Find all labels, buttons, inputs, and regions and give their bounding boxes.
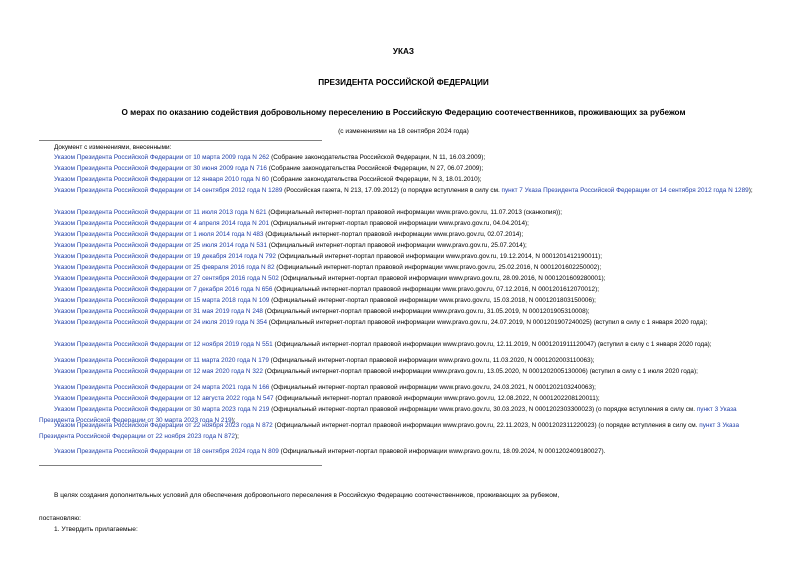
amendment-link[interactable]: Указом Президента Российской Федерации от 11 июля 2013 года N 621 — [54, 209, 267, 216]
amendment-item — [54, 446, 774, 457]
amendment-source: (Официальный интернет-портал правовой информации www.pravo.gov.ru, 18.09.2024, N 0001202409180027). — [278, 448, 606, 455]
amendment-item — [54, 382, 774, 393]
amendment-link[interactable]: Указом Президента Российской Федерации от 12 ноября 2019 года N 551 — [54, 341, 273, 348]
effective-date-link[interactable]: пункт 7 Указа Президента Российской Федерации от 14 сентября 2012 года N 1289 — [501, 187, 749, 194]
amendment-source: (Официальный интернет-портал правовой информации www.pravo.gov.ru, 22.11.2023, N 0001202311220023) (о порядке вступления в силу см. — [272, 422, 700, 429]
amendment-source: (Российская газета, N 213, 17.09.2012) (о порядке вступления в силу см. — [282, 187, 502, 194]
amendment-item — [39, 317, 772, 328]
amendment-link[interactable]: Указом Президента Российской Федерации от 27 сентября 2016 года N 502 — [54, 275, 279, 282]
amendment-item — [54, 174, 774, 185]
amendment-source: (Официальный интернет-портал правовой информации www.pravo.gov.ru, 02.07.2014); — [263, 231, 524, 238]
amendment-source: (Официальный интернет-портал правовой информации www.pravo.gov.ru, 12.08.2022, N 0001202208120011); — [273, 395, 600, 402]
effective-date-link[interactable]: пункт 3 Указа Президента Российской Федерации от 22 ноября 2023 года N 872 — [39, 422, 740, 440]
amendment-source: (Собрание законодательства Российской Федерации, N 3, 18.01.2010); — [268, 176, 482, 183]
amendment-link[interactable]: Указом Президента Российской Федерации от 25 февраля 2016 года N 82 — [54, 264, 275, 271]
bottom-divider — [39, 465, 322, 466]
amendment-source-tail: ); — [748, 187, 753, 194]
amendment-link[interactable]: Указом Президента Российской Федерации от 24 марта 2021 года N 166 — [54, 384, 270, 391]
amendment-item — [54, 355, 774, 366]
amendment-source: (Официальный интернет-портал правовой информации www.pravo.gov.ru, 31.05.2019, N 0001201905310008); — [263, 308, 590, 315]
amendment-item — [54, 284, 774, 295]
amendment-source: (Официальный интернет-портал правовой информации www.pravo.gov.ru, 11.03.2020, N 0001202003110063); — [268, 357, 595, 364]
amendment-source: (Официальный интернет-портал правовой информации www.pravo.gov.ru, 13.05.2020, N 0001202005130006) (вступил в силу с 1 июля 2020 года); — [263, 368, 698, 375]
effective-date-link[interactable]: пункт 3 Указа Президента Российской Федерации от 30 марта 2023 года N 219 — [39, 406, 737, 424]
amendment-link[interactable]: Указом Президента Российской Федерации от 30 июня 2009 года N 716 — [54, 165, 267, 172]
revision-note: (с изменениями на 18 сентября 2024 года) — [338, 128, 469, 135]
issuer-title: ПРЕЗИДЕНТА РОССИЙСКОЙ ФЕДЕРАЦИИ — [318, 78, 489, 87]
amendment-item — [54, 152, 774, 163]
amendment-link[interactable]: Указом Президента Российской Федерации от 1 июля 2014 года N 483 — [54, 231, 264, 238]
amendment-source: (Официальный интернет-портал правовой информации www.pravo.gov.ru, 11.07.2013 (сканкопия)); — [266, 209, 562, 216]
amendment-source: (Официальный интернет-портал правовой информации www.pravo.gov.ru, 19.12.2014, N 0001201412190011); — [275, 253, 603, 260]
amendment-source: (Официальный интернет-портал правовой информации www.pravo.gov.ru, 15.03.2018, N 0001201803150006); — [269, 297, 596, 304]
amendment-item — [54, 218, 774, 229]
amendment-source: (Официальный интернет-портал правовой информации www.pravo.gov.ru, 24.07.2019, N 0001201907240025) (вступил в силу с 1 января 2020 года); — [267, 319, 708, 326]
amendment-source: (Официальный интернет-портал правовой информации www.pravo.gov.ru, 07.12.2016, N 0001201612070012); — [272, 286, 599, 293]
amendment-item — [39, 366, 772, 377]
amendment-link[interactable]: Указом Президента Российской Федерации от 12 августа 2022 года N 547 — [54, 395, 274, 402]
document-heading: О мерах по оказанию содействия добровольному переселению в Российскую Федерацию соотечественников, проживающих за рубежом — [121, 108, 686, 117]
amendment-item — [54, 163, 774, 174]
amendment-source-tail: ); — [231, 417, 236, 424]
amendment-link[interactable]: Указом Президента Российской Федерации от 15 марта 2018 года N 109 — [54, 297, 270, 304]
amendment-item — [54, 240, 774, 251]
amendment-item — [54, 273, 774, 284]
amendment-link[interactable]: Указом Президента Российской Федерации от 12 мая 2020 года N 322 — [54, 368, 263, 375]
amendment-source: (Официальный интернет-портал правовой информации www.pravo.gov.ru, 25.07.2014); — [267, 242, 527, 249]
document-type-title: УКАЗ — [392, 47, 415, 56]
amendment-source: (Собрание законодательства Российской Федерации, N 11, 16.03.2009); — [269, 154, 486, 161]
amendment-link[interactable]: Указом Президента Российской Федерации от 10 марта 2009 года N 262 — [54, 154, 270, 161]
point-1: 1. Утвердить прилагаемые: — [54, 526, 138, 533]
amendment-link[interactable]: Указом Президента Российской Федерации от 18 сентября 2024 года N 809 — [54, 448, 279, 455]
top-divider — [39, 140, 322, 141]
amendment-item — [54, 229, 774, 240]
amendment-link[interactable]: Указом Президента Российской Федерации от 7 декабря 2016 года N 656 — [54, 286, 273, 293]
amendment-item — [54, 393, 774, 404]
amendment-link[interactable]: Указом Президента Российской Федерации от 24 июля 2019 года N 354 — [54, 319, 267, 326]
amendment-link[interactable]: Указом Президента Российской Федерации от 14 сентября 2012 года N 1289 — [54, 187, 283, 194]
amendment-item — [39, 185, 772, 196]
amendment-link[interactable]: Указом Президента Российской Федерации от 25 июля 2014 года N 531 — [54, 242, 267, 249]
amendment-source: (Официальный интернет-портал правовой информации www.pravo.gov.ru, 28.09.2016, N 0001201609280001); — [278, 275, 606, 282]
amendment-item — [54, 295, 774, 306]
decree-word: постановляю: — [39, 515, 82, 522]
amendment-item — [54, 306, 774, 317]
amendment-item — [54, 262, 774, 273]
amendment-item — [54, 251, 774, 262]
amendment-link[interactable]: Указом Президента Российской Федерации от 4 апреля 2014 года N 201 — [54, 220, 270, 227]
amendment-link[interactable]: Указом Президента Российской Федерации от 11 марта 2020 года N 179 — [54, 357, 269, 364]
amendment-link[interactable]: Указом Президента Российской Федерации от 30 марта 2023 года N 219 — [54, 406, 270, 413]
amendment-source: (Официальный интернет-портал правовой информации www.pravo.gov.ru, 24.03.2021, N 0001202103240063); — [269, 384, 596, 391]
amendment-source: (Официальный интернет-портал правовой информации www.pravo.gov.ru, 30.03.2023, N 0001202303300023) (о порядке вступления в силу см. — [269, 406, 697, 413]
preamble-text: В целях создания дополнительных условий для обеспечения добровольного переселения в Российскую Федерацию соотечественников, проживающих за рубежом, — [54, 492, 560, 499]
amendment-source-tail: ); — [234, 433, 239, 440]
amendment-source: (Официальный интернет-портал правовой информации www.pravo.gov.ru, 25.02.2016, N 0001201602250002); — [274, 264, 602, 271]
amendment-item — [39, 420, 772, 442]
amendment-item — [39, 339, 772, 350]
amendment-link[interactable]: Указом Президента Российской Федерации от 31 мая 2019 года N 248 — [54, 308, 263, 315]
amendment-link[interactable]: Указом Президента Российской Федерации от 19 декабря 2014 года N 792 — [54, 253, 276, 260]
amendment-item — [54, 207, 774, 218]
amendment-source: (Официальный интернет-портал правовой информации www.pravo.gov.ru, 12.11.2019, N 0001201911120047) (вступил в силу с 1 января 2020 года); — [272, 341, 712, 348]
amendment-source: (Официальный интернет-портал правовой информации www.pravo.gov.ru, 04.04.2014); — [269, 220, 529, 227]
amendment-link[interactable]: Указом Президента Российской Федерации от 22 ноября 2023 года N 872 — [54, 422, 273, 429]
amendment-source: (Собрание законодательства Российской Федерации, N 27, 06.07.2009); — [266, 165, 484, 172]
amendments-intro: Документ с изменениями, внесенными: — [54, 144, 172, 151]
amendment-link[interactable]: Указом Президента Российской Федерации от 12 января 2010 года N 60 — [54, 176, 269, 183]
